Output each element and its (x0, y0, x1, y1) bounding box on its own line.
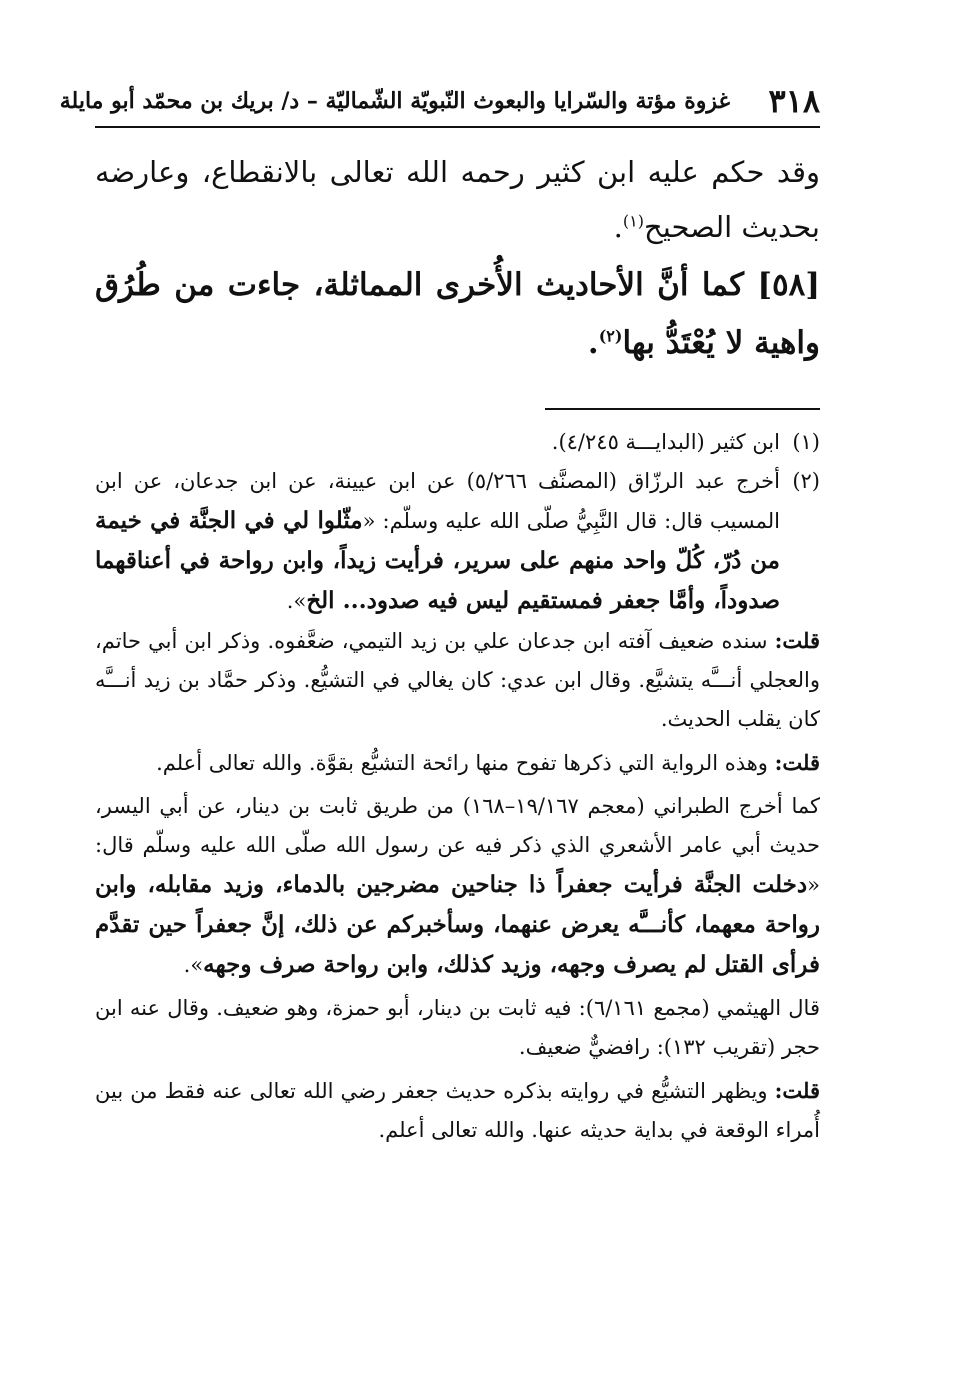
footnote-2-end: ». (286, 589, 307, 613)
footnote-2-number: (٢) (792, 469, 820, 493)
footnotes (95, 423, 820, 1154)
note-1 (95, 621, 820, 739)
note-2-lead: قلت: (774, 750, 820, 775)
main-paragraph (95, 145, 820, 255)
tabarani-hadith: دخلت الجنَّة فرأيت جعفراً ذا جناحين مضرجين بالدماء، وزيد مقابله، وابن رواحة معهما، كأنـــَّه يعرض عنهما، وسأخبركم عن ذلك، إنَّ جعفراً حين تقدَّم فرأى القتل لم يصرف وجهه، وزيد كذلك، وابن رواحة صرف وجهه (95, 871, 820, 978)
footnote-2-intro: أخرج عبد الرزّاق (المصنَّف ٥/٢٦٦) عن ابن عيينة، عن ابن جدعان، عن ابن المسيب قال: قال النَّبِيُّ صلّى الله عليه وسلّم: « (95, 469, 780, 533)
footnote-1-number: (١) (792, 430, 820, 454)
running-title: غزوة مؤتة والسّرايا والبعوث النّبويّة الشّماليّة – د/ بريك بن محمّد أبو مايلة (59, 88, 730, 114)
footnote-1 (95, 423, 820, 462)
note-3 (95, 1071, 820, 1150)
tabarani-intro: كما أخرج الطبراني (معجم ١٩/١٦٧–١٦٨) من طريق ثابت بن دينار، عن أبي اليسر، حديث أبي عامر الأشعري الذي ذكر فيه عن رسول الله صلّى الله عليه وسلّم قال: « (95, 794, 820, 897)
note-2-text: وهذه الرواية التي ذكرها تفوح منها رائحة التشيُّع بقوَّة. والله تعالى أعلم. (156, 751, 775, 775)
tabarani-end: ». (183, 953, 204, 977)
note-3-lead: قلت: (774, 1078, 820, 1103)
footnote-ref-2: (٢) (598, 326, 623, 346)
note-3-text: ويظهر التشيُّع في روايته بذكره حديث جعفر رضي الله تعالى عنه فقط من بين أُمراء الوقعة في بداية حديثه عنها. والله تعالى أعلم. (95, 1079, 820, 1142)
note-1-text: سنده ضعيف آفته ابن جدعان علي بن زيد التيمي، ضعَّفوه. وذكر ابن أبي حاتم، والعجلي أنـــَّه يتشيَّع. وقال ابن عدي: كان يغالي في التشيُّع. وذكر حمَّاد بن زيد أنـــَّه كان يقلب الحديث. (95, 629, 820, 731)
note-1-lead: قلت: (774, 628, 820, 653)
haythami-note: قال الهيثمي (مجمع ٦/١٦١): فيه ثابت بن دينار، أبو حمزة، وهو ضعيف. وقال عنه ابن حجر (تقريب ١٣٢): رافضيٌّ ضعيف. (95, 996, 820, 1059)
paragraph-1 (95, 145, 820, 255)
numbered-point-58 (95, 256, 820, 372)
page-number: ٣١٨ (768, 82, 820, 120)
paragraph-1-end: . (613, 210, 623, 244)
tabarani-narration (95, 787, 820, 985)
footnote-2-hadith: مثّلوا لي في الجنَّة في خيمة من دُرّ، كُلّ واحد منهم على سرير، فرأيت زيداً، وابن رواحة في أعناقهما صدوداً، وأمَّا جعفر فمستقيم ليس فيه صدود... الخ (95, 507, 780, 614)
paragraph-1-text: وقد حكم عليه ابن كثير رحمه الله تعالى بالانقطاع، وعارضه بحديث الصحيح (95, 155, 821, 244)
footnote-ref-1: (١) (622, 211, 644, 231)
footnote-2-text (95, 462, 780, 621)
footnote-separator (545, 408, 820, 410)
footnote-1-text: ابن كثير (البدايـــة ٤/٢٤٥). (551, 430, 780, 454)
point-58-text: [٥٨] كما أنَّ الأحاديث الأُخرى المماثلة، جاءت من طُرُق واهية لا يُعْتَدُّ بها (95, 267, 820, 361)
footnote-2 (95, 462, 820, 621)
page-header (59, 80, 820, 128)
point-58-end: . (587, 325, 599, 361)
note-2 (95, 743, 820, 783)
